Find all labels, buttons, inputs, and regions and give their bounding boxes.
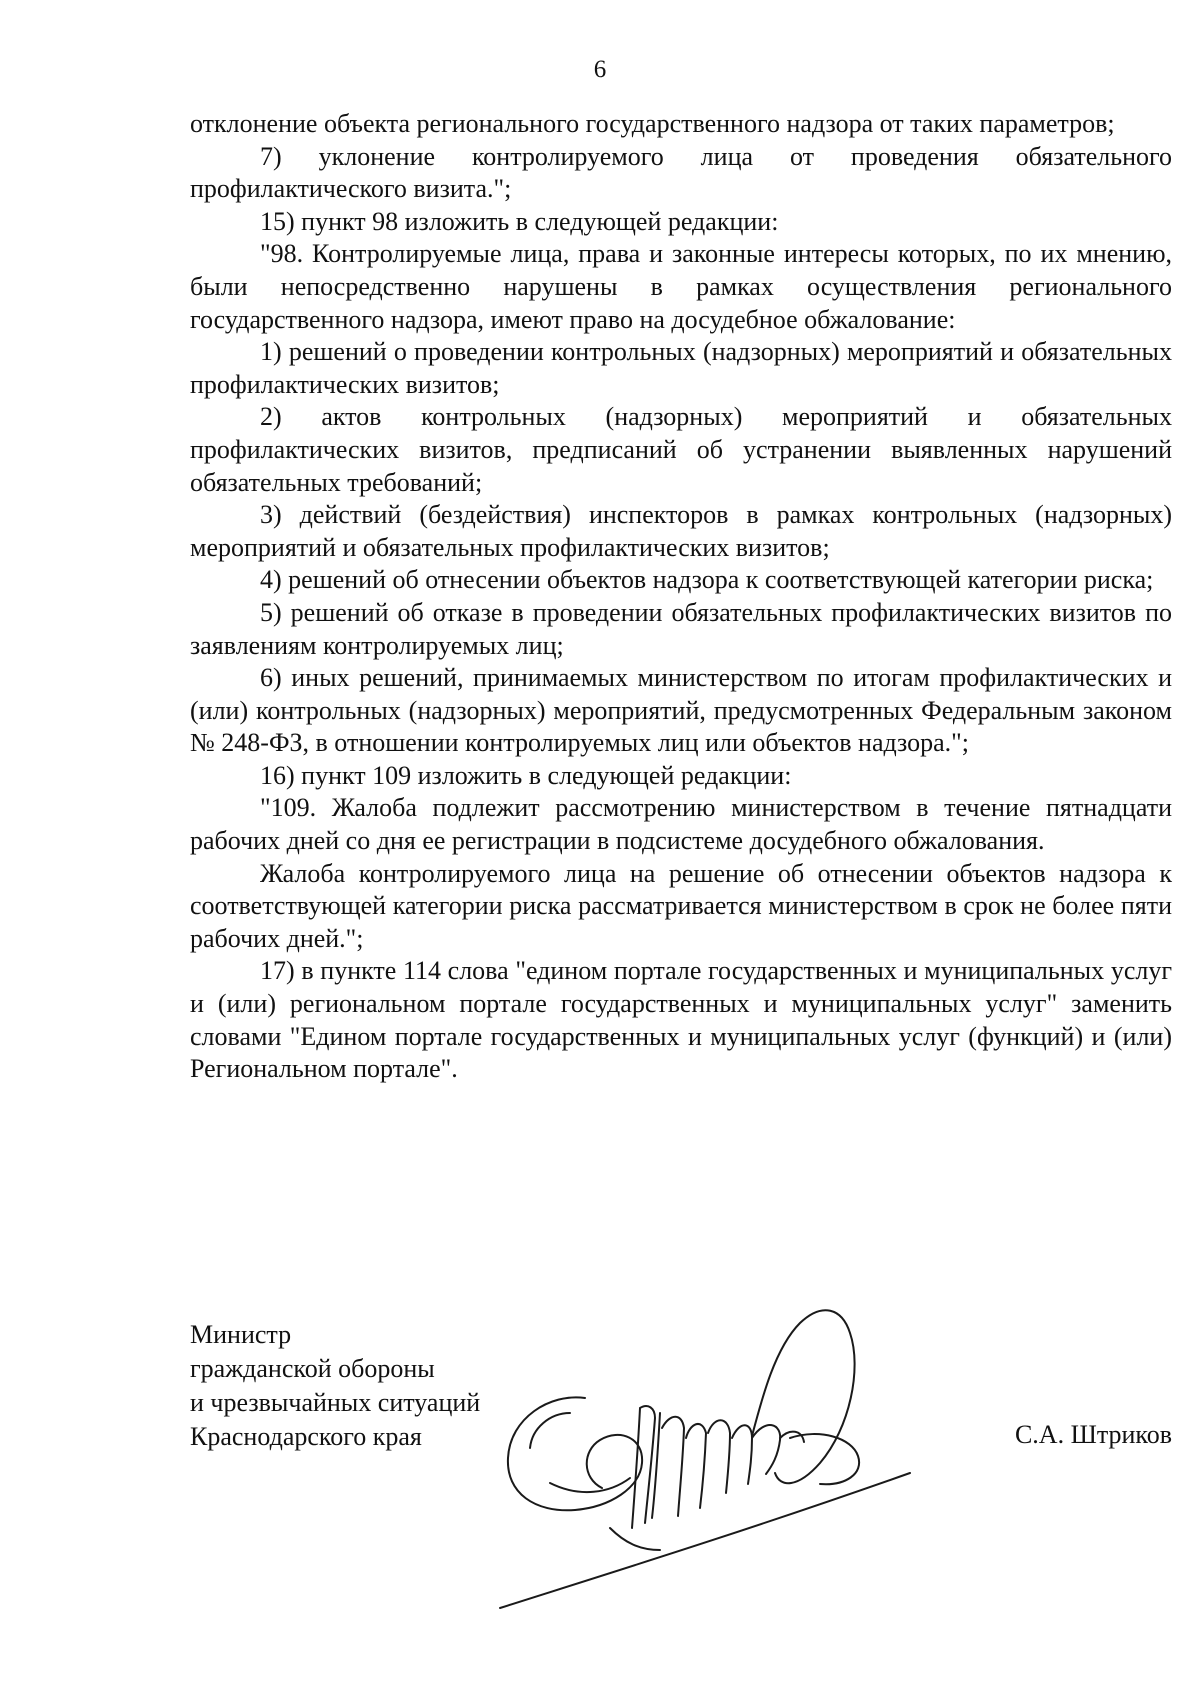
- signer-title-line: Краснодарского края: [190, 1422, 422, 1451]
- page-number: 6: [593, 56, 607, 83]
- paragraph-subitem-6: 6) иных решений, принимаемых министерством по итогам профилактических и (или) контрольных (надзорных) мероприятий, предусмотренных Федеральным законом № 248-ФЗ, в отношении контролируемых лиц или объектов надзора.";: [190, 663, 1172, 758]
- paragraph-clause-98: "98. Контролируемые лица, права и законные интересы которых, по их мнению, были непосредственно нарушены в рамках осуществления регионального государственного надзора, имеют право на досудебное обжалование:: [190, 239, 1172, 334]
- paragraph-continuation: отклонение объекта регионального государственного надзора от таких параметров;: [190, 109, 1115, 138]
- signer-name: С.А. Штриков: [1014, 1420, 1172, 1449]
- paragraph-subitem-5: 5) решений об отказе в проведении обязательных профилактических визитов по заявлениям контролируемых лиц;: [190, 597, 1172, 660]
- signer-title-line: гражданской обороны: [190, 1354, 435, 1383]
- paragraph-subitem-1: 1) решений о проведении контрольных (надзорных) мероприятий и обязательных профилактических визитов;: [190, 337, 1172, 399]
- handwritten-signature: [490, 1288, 950, 1628]
- paragraph-item-15: 15) пункт 98 изложить в следующей редакции:: [260, 206, 779, 236]
- document-body: [190, 108, 1172, 1086]
- signature-block: [190, 1318, 1172, 1658]
- signer-title: [190, 1318, 480, 1454]
- paragraph-item-17: 17) в пункте 114 слова "едином портале государственных и муниципальных услуг и (или) региональном портале государственных и муниципальных услуг" заменить словами "Едином портале государственных и муниципальных услуг (функций) и (или) Региональном портале".: [190, 956, 1172, 1084]
- paragraph-item-7: 7) уклонение контролируемого лица от проведения обязательного профилактического визита.";: [190, 141, 1172, 204]
- paragraph-subitem-4: 4) решений об отнесении объектов надзора к соответствующей категории риска;: [260, 565, 1154, 595]
- paragraph-clause-109: "109. Жалоба подлежит рассмотрению министерством в течение пятнадцати рабочих дней со дня ее регистрации в подсистеме досудебного обжалования.: [190, 793, 1172, 856]
- paragraph-subitem-3: 3) действий (бездействия) инспекторов в рамках контрольных (надзорных) мероприятий и обязательных профилактических визитов;: [190, 500, 1172, 562]
- paragraph-clause-109-complaint: Жалоба контролируемого лица на решение об отнесении объектов надзора к соответствующей категории риска рассматривается министерством в срок не более пяти рабочих дней.";: [190, 858, 1172, 953]
- paragraph-item-16: 16) пункт 109 изложить в следующей редакции:: [260, 760, 792, 790]
- signer-title-line: Министр: [190, 1320, 292, 1349]
- paragraph-subitem-2: 2) актов контрольных (надзорных) мероприятий и обязательных профилактических визитов, предписаний об устранении выявленных нарушений обязательных требований;: [190, 402, 1172, 497]
- signer-title-line: и чрезвычайных ситуаций: [190, 1388, 481, 1417]
